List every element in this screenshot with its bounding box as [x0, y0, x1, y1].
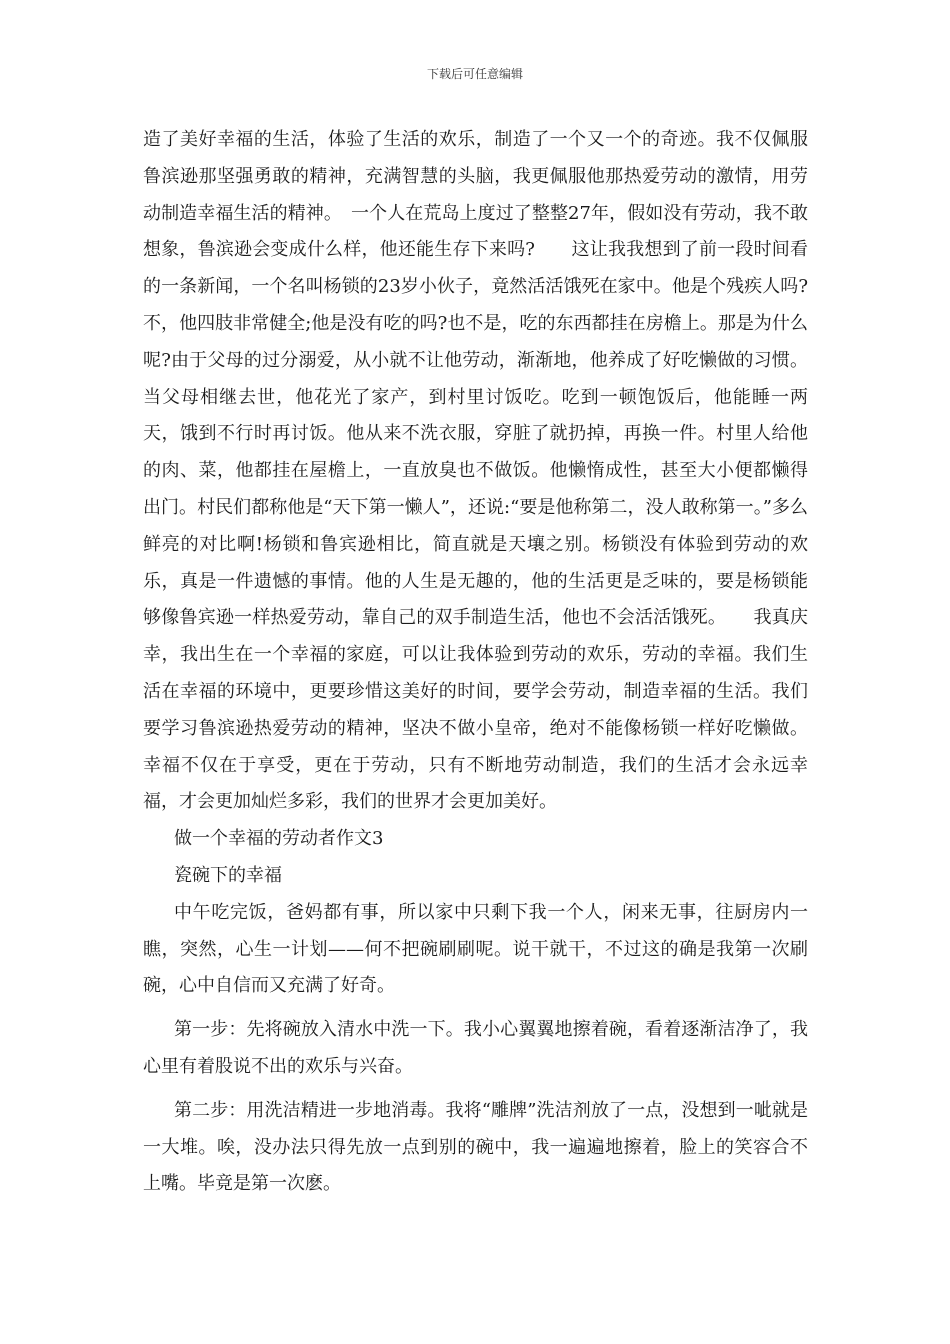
paragraph-2: 第一步：先将碗放入清水中洗一下。我小心翼翼地擦着碗，看着逐渐洁净了，我心里有着股说不出的欢乐与兴奋。: [143, 1019, 808, 1077]
page-header: 下载后可任意编辑: [426, 67, 523, 81]
essay-subtitle: 瓷碗下的幸福: [174, 864, 282, 886]
continued-paragraph: 造了美好幸福的生活，体验了生活的欢乐，制造了一个又一个的奇迹。我不仅佩服鲁滨逊那坚强勇敢的精神，充满智慧的头脑，我更佩服他那热爱劳动的激情，用劳动制造幸福生活的精神。 一个人在荒岛上度过了整整27年，假如没有劳动，我不敢想象，鲁滨逊会变成什么样，他还能生存下来吗? 这让我我想到了前一段时间看的一条新闻，一个名叫杨锁的23岁小伙子，竟然活活饿死在家中。他是个残疾人吗?不，他四肢非常健全;他是没有吃的吗?也不是，吃的东西都挂在房檐上。那是为什么呢?由于父母的过分溺爱，从小就不让他劳动，渐渐地，他养成了好吃懒做的习惯。当父母相继去世，他花光了家产，到村里讨饭吃。吃到一顿饱饭后，他能睡一两天，饿到不行时再讨饭。他从来不洗衣服，穿脏了就扔掉，再换一件。村里人给他的肉、菜，他都挂在屋檐上，一直放臭也不做饭。他懒惰成性，甚至大小便都懒得出门。村民们都称他是“天下第一懒人”，还说:“要是他称第二，没人敢称第一。”多么鲜亮的对比啊!杨锁和鲁宾逊相比，简直就是天壤之别。杨锁没有体验到劳动的欢乐，真是一件遗憾的事情。他的人生是无趣的，他的生活更是乏味的，要是杨锁能够像鲁宾逊一样热爱劳动，靠自己的双手制造生活，他也不会活活饿死。 我真庆幸，我出生在一个幸福的家庭，可以让我体验到劳动的欢乐，劳动的幸福。我们生活在幸福的环境中，更要珍惜这美好的时间，要学会劳动，制造幸福的生活。我们要学习鲁滨逊热爱劳动的精神，坚决不做小皇帝，绝对不能像杨锁一样好吃懒做。幸福不仅在于享受，更在于劳动，只有不断地劳动制造，我们的生活才会永远幸福，才会更加灿烂多彩，我们的世界才会更加美好。: [143, 129, 808, 813]
paragraph-3: 第二步：用洗洁精进一步地消毒。我将“雕牌”洗洁剂放了一点，没想到一呲就是一大堆。唉，没办法只得先放一点到别的碗中，我一遍遍地擦着，脸上的笑容合不上嘴。毕竟是第一次麽。: [143, 1099, 808, 1195]
paragraph-1: 中午吃完饭，爸妈都有事，所以家中只剩下我一个人，闲来无事，往厨房内一瞧，突然，心生一计划——何不把碗刷刷呢。说干就干，不过这的确是我第一次刷碗，心中自信而又充满了好奇。: [143, 901, 808, 997]
document-body: [143, 122, 808, 1210]
essay-title: 做一个幸福的劳动者作文3: [174, 828, 384, 850]
